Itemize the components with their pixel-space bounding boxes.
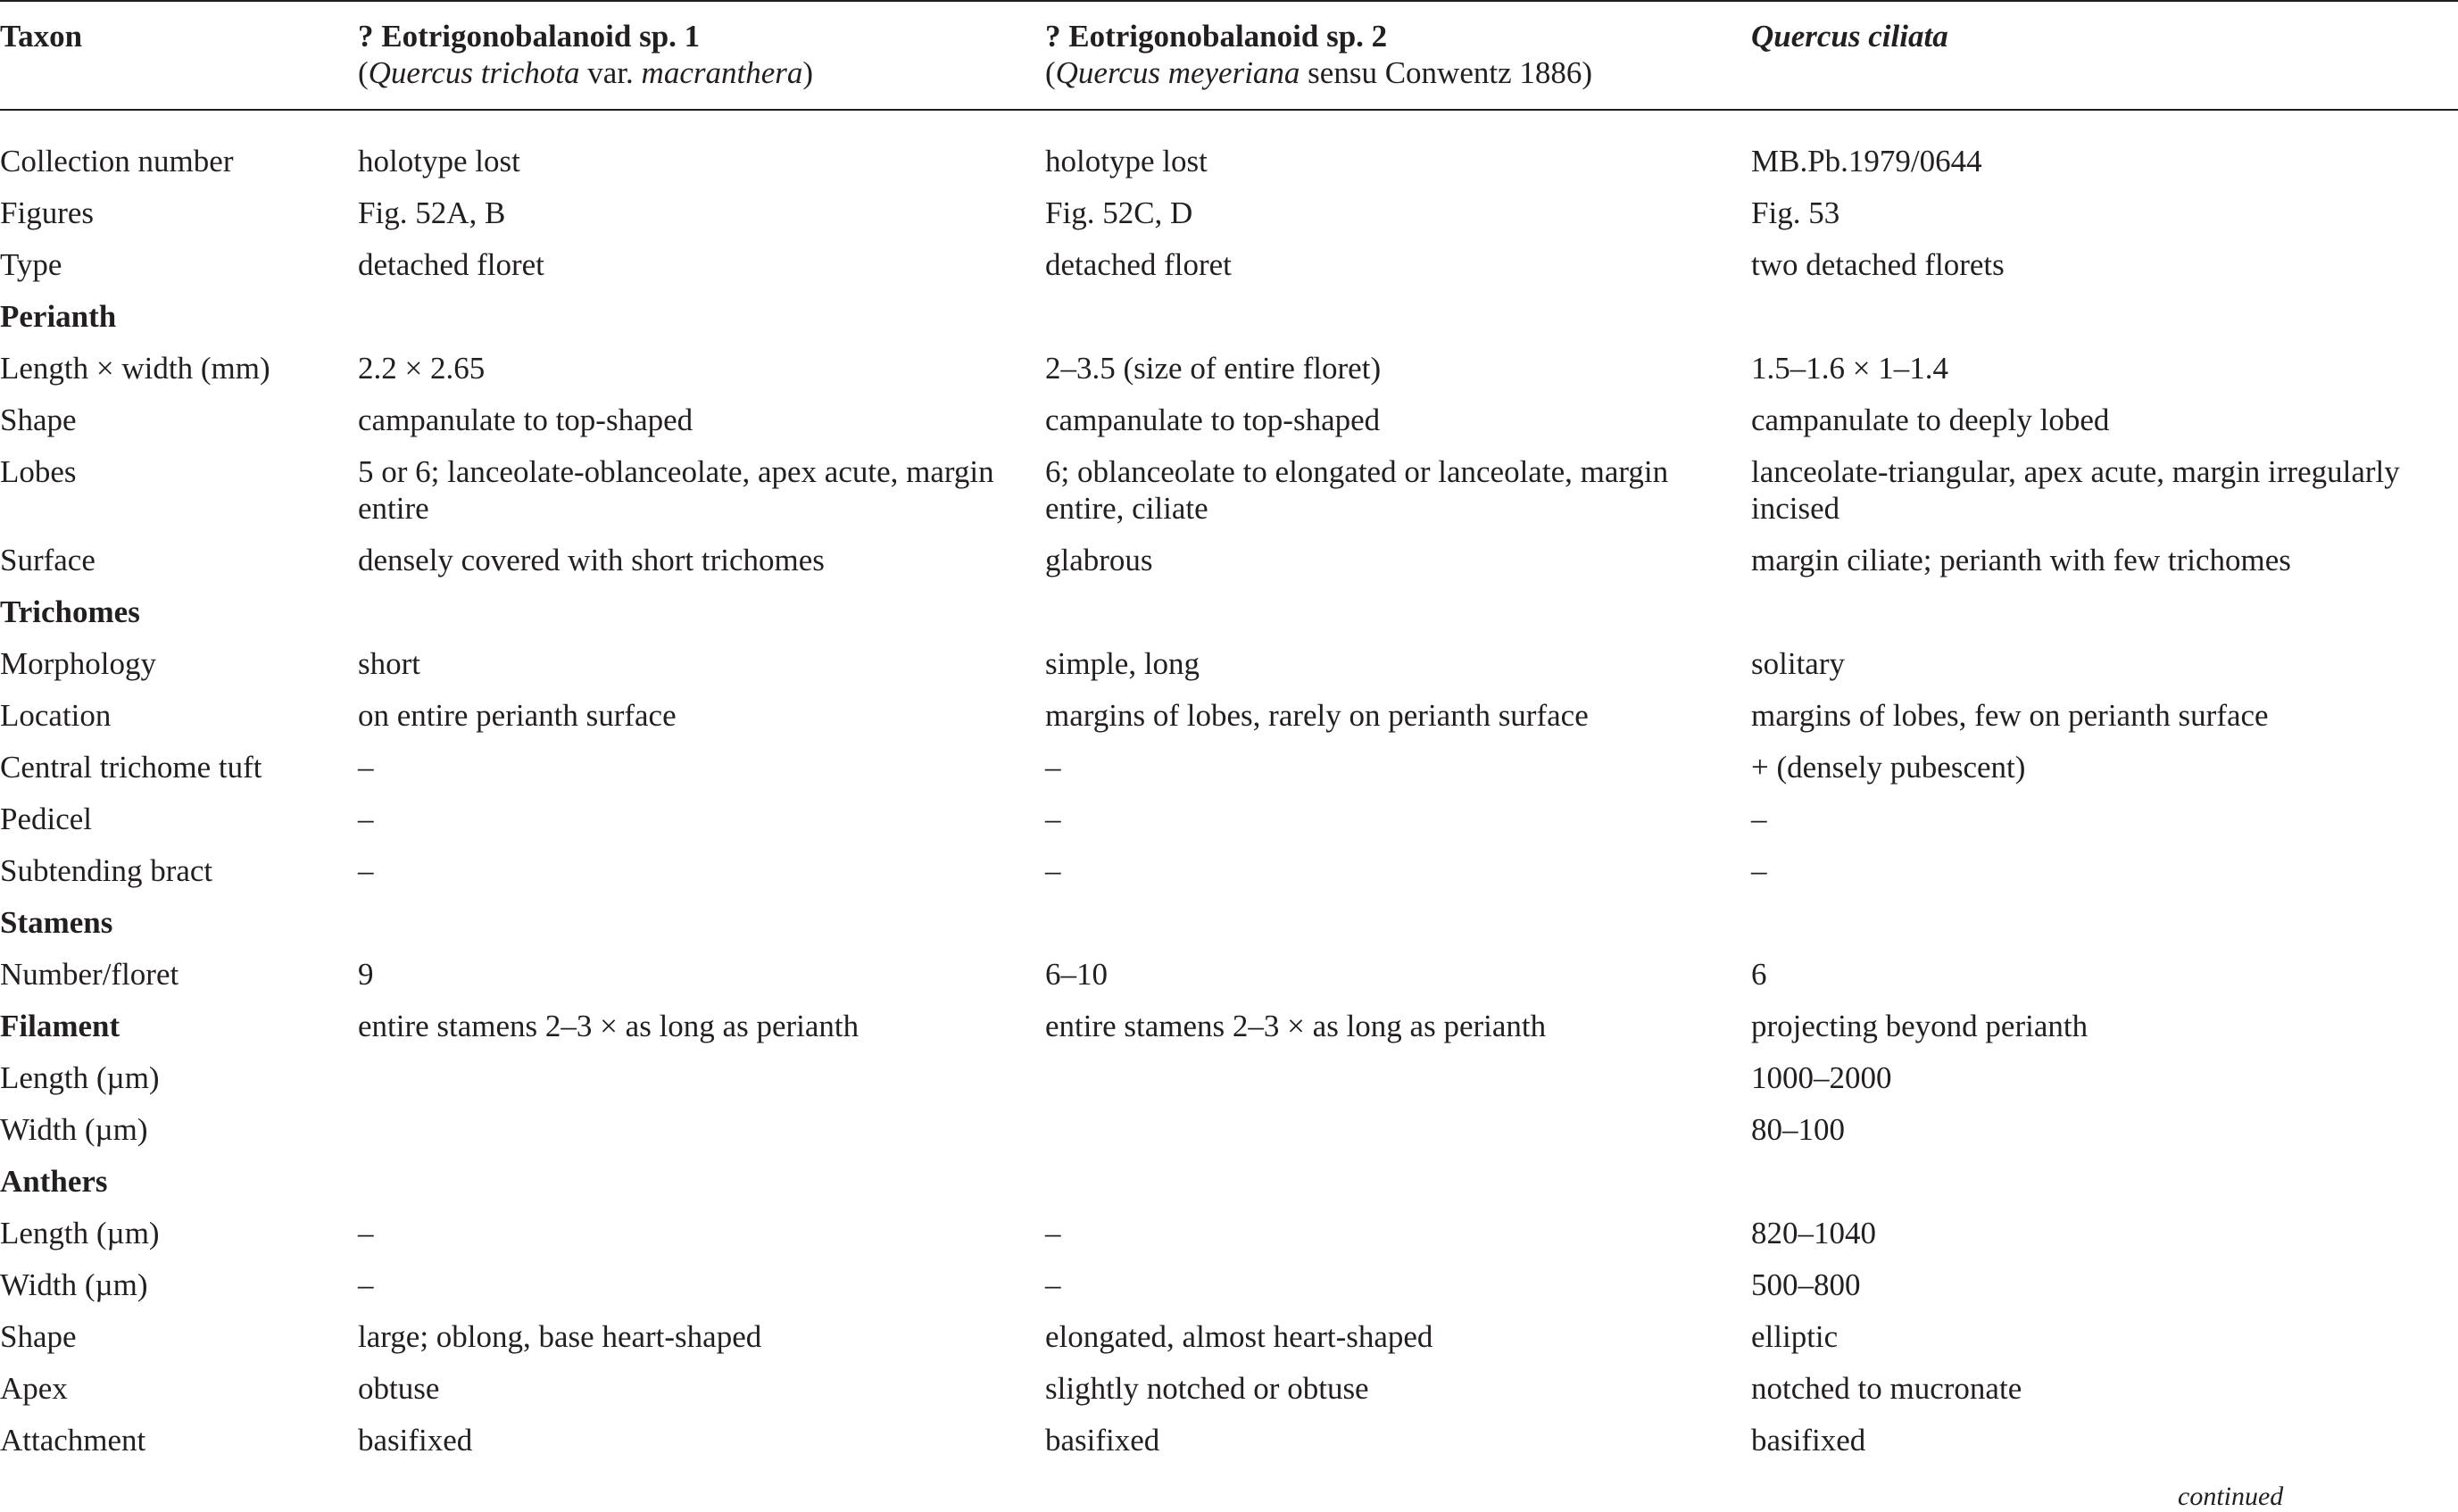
row-value-cell-1 [358,897,1045,949]
row-value-cell-1 [358,586,1045,638]
row-label: Attachment [0,1423,146,1458]
header-sp2-title: ? Eotrigonobalanoid sp. 2 [1045,19,1388,54]
header-taxon-label: Taxon [0,19,83,54]
row-value: slightly notched or obtuse [1045,1371,1369,1406]
row-label: Length (µm) [0,1216,160,1250]
row-label-cell [0,291,358,343]
row-value: simple, long [1045,646,1200,681]
row-value: – [1045,802,1061,836]
row-label-cell [0,638,358,690]
table-row [0,1052,2458,1104]
row-value-cell-3 [1751,1363,2458,1415]
row-label-cell [0,446,358,535]
row-value-cell-1 [358,742,1045,793]
row-label: Location [0,698,112,733]
row-label: Anthers [0,1164,108,1199]
row-value: 6–10 [1045,957,1108,992]
row-value: short [358,646,420,681]
row-value: – [358,802,374,836]
row-label: Pedicel [0,802,93,836]
row-value: 500–800 [1751,1267,1861,1302]
row-value-cell-2 [1045,1104,1751,1156]
row-value: basifixed [1751,1423,1866,1458]
row-value-cell-2 [1045,1208,1751,1259]
row-label: Width (µm) [0,1112,148,1147]
row-value-cell-3 [1751,110,2458,187]
row-label-cell [0,343,358,395]
row-value-cell-2 [1045,291,1751,343]
row-value-cell-2 [1045,535,1751,586]
row-value-cell-3 [1751,1156,2458,1208]
row-value-cell-2 [1045,897,1751,949]
row-value [1751,291,2458,343]
row-value-cell-2 [1045,239,1751,291]
row-value-cell-2 [1045,343,1751,395]
row-value: 2.2 × 2.65 [358,351,486,386]
row-value: Fig. 52A, B [358,195,506,230]
header-sp1 [358,1,1045,110]
row-value-cell-1 [358,187,1045,239]
row-value-cell-1 [358,690,1045,742]
row-value [1045,897,1751,949]
row-value: obtuse [358,1371,440,1406]
row-value-cell-1 [358,1104,1045,1156]
row-value-cell-3 [1751,845,2458,897]
continued-note: continued [2178,1482,2284,1511]
row-value-cell-3 [1751,1052,2458,1104]
row-value: large; oblong, base heart-shaped [358,1319,762,1354]
row-value: MB.Pb.1979/0644 [1751,144,1982,179]
table-row [0,1259,2458,1311]
row-value: glabrous [1045,543,1153,577]
row-value-cell-2 [1045,446,1751,535]
row-label: Width (µm) [0,1267,148,1302]
row-value: campanulate to top-shaped [1045,403,1381,437]
row-label: Length × width (mm) [0,351,270,386]
table-row [0,291,2458,343]
row-value-cell-1 [358,1156,1045,1208]
row-value-cell-1 [358,110,1045,187]
table-row [0,1001,2458,1052]
header-sp2-synonym: (Quercus meyeriana sensu Conwentz 1886) [1045,55,1593,90]
row-value: solitary [1751,646,1845,681]
row-value: Fig. 52C, D [1045,195,1193,230]
row-value-cell-2 [1045,1363,1751,1415]
table-row [0,1363,2458,1415]
table-row [0,742,2458,793]
row-value-cell-2 [1045,395,1751,446]
row-label-cell [0,1311,358,1363]
row-value-cell-1 [358,1311,1045,1363]
header-sp2-synonym-species: Quercus meyeriana [1055,55,1300,90]
row-value [358,1156,1045,1208]
row-value: 2–3.5 (size of entire floret) [1045,351,1382,386]
row-value-cell-3 [1751,586,2458,638]
row-value: – [1045,1216,1061,1250]
row-value-cell-1 [358,1001,1045,1052]
table-row [0,1104,2458,1156]
row-value-cell-3 [1751,343,2458,395]
row-value: campanulate to top-shaped [358,403,693,437]
table-row [0,1208,2458,1259]
row-value: – [358,750,374,785]
row-label: Number/floret [0,957,179,992]
table-row [0,239,2458,291]
row-value: holotype lost [358,144,520,179]
row-value [358,1052,1045,1104]
row-label-cell [0,690,358,742]
row-value: on entire perianth surface [358,698,677,733]
row-label: Filament [0,1009,120,1043]
row-value [1045,1156,1751,1208]
row-value-cell-1 [358,1363,1045,1415]
row-value: margins of lobes, few on perianth surface [1751,698,2269,733]
row-value-cell-2 [1045,110,1751,187]
row-value-cell-1 [358,1208,1045,1259]
row-label: Collection number [0,144,234,179]
row-value-cell-2 [1045,1311,1751,1363]
row-value [1045,1052,1751,1104]
row-value: 820–1040 [1751,1216,1876,1250]
row-label: Apex [0,1371,68,1406]
row-value: – [1751,853,1767,888]
header-sp1-synonym-genus: Quercus trichota [368,55,580,90]
row-value [358,586,1045,638]
row-value: basifixed [358,1423,473,1458]
table-row [0,1415,2458,1466]
row-value: detached floret [1045,247,1232,282]
row-value-cell-3 [1751,742,2458,793]
row-value-cell-1 [358,535,1045,586]
row-label: Morphology [0,646,156,681]
row-value-cell-2 [1045,1156,1751,1208]
row-value: holotype lost [1045,144,1208,179]
table-row [0,395,2458,446]
row-value [1045,291,1751,343]
table-row [0,110,2458,187]
row-value-cell-1 [358,395,1045,446]
row-label: Central trichome tuft [0,750,262,785]
row-value: projecting beyond perianth [1751,1009,2088,1043]
row-value-cell-3 [1751,239,2458,291]
row-value-cell-3 [1751,291,2458,343]
header-row [0,1,2458,110]
row-label-cell [0,1415,358,1466]
row-value-cell-1 [358,1259,1045,1311]
table-row [0,1156,2458,1208]
row-value-cell-3 [1751,1208,2458,1259]
row-value: two detached florets [1751,247,2005,282]
row-label-cell [0,1259,358,1311]
row-value-cell-3 [1751,1259,2458,1311]
row-value: 5 or 6; lanceolate-oblanceolate, apex acute, margin entire [358,454,994,526]
row-value: – [1751,802,1767,836]
row-value: 1.5–1.6 × 1–1.4 [1751,351,1948,386]
row-value [1045,586,1751,638]
table-row [0,1311,2458,1363]
row-value: lanceolate-triangular, apex acute, margin irregularly incised [1751,454,2400,526]
row-value: – [1045,853,1061,888]
row-value-cell-3 [1751,187,2458,239]
row-value-cell-1 [358,1415,1045,1466]
row-value: + (densely pubescent) [1751,750,2026,785]
row-label-cell [0,1363,358,1415]
row-value-cell-3 [1751,446,2458,535]
row-value: – [358,1267,374,1302]
row-value: 6 [1751,957,1767,992]
row-value [358,1104,1045,1156]
row-label: Trichomes [0,594,140,629]
row-value: – [1045,1267,1061,1302]
row-value-cell-3 [1751,395,2458,446]
table-row [0,343,2458,395]
row-value-cell-3 [1751,1311,2458,1363]
row-label-cell [0,1208,358,1259]
row-value: detached floret [358,247,544,282]
row-value [1751,897,2458,949]
header-sp2 [1045,1,1751,110]
row-value-cell-1 [358,845,1045,897]
row-label: Lobes [0,454,77,489]
row-value: entire stamens 2–3 × as long as perianth [358,1009,859,1043]
row-label-cell [0,1001,358,1052]
row-value-cell-3 [1751,897,2458,949]
table-row [0,845,2458,897]
row-label-cell [0,949,358,1001]
header-quercus-ciliata [1751,1,2458,110]
row-value-cell-3 [1751,1001,2458,1052]
table-row [0,793,2458,845]
row-value: campanulate to deeply lobed [1751,403,2110,437]
row-value-cell-2 [1045,690,1751,742]
table-row [0,897,2458,949]
row-value-cell-3 [1751,1415,2458,1466]
row-label-cell [0,187,358,239]
row-value: – [358,1216,374,1250]
header-sp1-synonym: (Quercus trichota var. macranthera) [358,55,814,90]
row-value-cell-2 [1045,638,1751,690]
table-row [0,690,2458,742]
row-value [358,291,1045,343]
table-row [0,187,2458,239]
row-label-cell [0,793,358,845]
row-value: entire stamens 2–3 × as long as perianth [1045,1009,1547,1043]
row-value-cell-1 [358,638,1045,690]
row-label: Perianth [0,299,117,334]
row-value: Fig. 53 [1751,195,1840,230]
row-value-cell-3 [1751,690,2458,742]
table-row [0,586,2458,638]
row-value-cell-1 [358,291,1045,343]
row-label: Subtending bract [0,853,213,888]
table-row [0,446,2458,535]
row-value-cell-3 [1751,949,2458,1001]
row-label-cell [0,239,358,291]
row-value-cell-2 [1045,586,1751,638]
row-value-cell-1 [358,793,1045,845]
header-quercus-ciliata-title: Quercus ciliata [1751,19,1948,54]
row-value: 6; oblanceolate to elongated or lanceolate, margin entire, ciliate [1045,454,1669,526]
row-value: elliptic [1751,1319,1839,1354]
row-value-cell-1 [358,343,1045,395]
row-value-cell-1 [358,949,1045,1001]
header-taxon [0,1,358,110]
row-label: Shape [0,403,77,437]
row-value-cell-2 [1045,793,1751,845]
row-value: 1000–2000 [1751,1060,1892,1095]
row-label-cell [0,742,358,793]
row-label-cell [0,1052,358,1104]
row-label-cell [0,845,358,897]
table-row [0,535,2458,586]
row-label-cell [0,535,358,586]
row-value: 80–100 [1751,1112,1845,1147]
row-label-cell [0,897,358,949]
row-value [358,897,1045,949]
row-value: basifixed [1045,1423,1160,1458]
table-row [0,638,2458,690]
row-value: – [358,853,374,888]
row-value-cell-2 [1045,1052,1751,1104]
header-sp1-synonym-variety: macranthera [641,55,803,90]
row-label-cell [0,1104,358,1156]
row-label: Figures [0,195,94,230]
row-value: margin ciliate; perianth with few trichomes [1751,543,2291,577]
row-value-cell-3 [1751,793,2458,845]
row-label: Surface [0,543,95,577]
row-label: Length (µm) [0,1060,160,1095]
row-label: Shape [0,1319,77,1354]
table-body [0,110,2458,1466]
row-label-cell [0,1156,358,1208]
row-value-cell-2 [1045,1415,1751,1466]
row-value [1751,586,2458,638]
row-label: Stamens [0,905,113,940]
header-sp1-title: ? Eotrigonobalanoid sp. 1 [358,19,701,54]
row-value-cell-2 [1045,1259,1751,1311]
row-value: elongated, almost heart-shaped [1045,1319,1433,1354]
row-value-cell-3 [1751,638,2458,690]
row-label-cell [0,586,358,638]
row-value-cell-2 [1045,187,1751,239]
row-label-cell [0,395,358,446]
row-value-cell-2 [1045,742,1751,793]
row-value: margins of lobes, rarely on perianth surface [1045,698,1589,733]
row-label: Type [0,247,62,282]
row-value [1751,1156,2458,1208]
row-value-cell-3 [1751,535,2458,586]
row-value [1045,1104,1751,1156]
row-value-cell-1 [358,446,1045,535]
row-value-cell-2 [1045,845,1751,897]
row-value-cell-1 [358,1052,1045,1104]
row-value-cell-2 [1045,949,1751,1001]
row-label-cell [0,110,358,187]
table-row [0,949,2458,1001]
row-value-cell-3 [1751,1104,2458,1156]
row-value-cell-1 [358,239,1045,291]
row-value-cell-2 [1045,1001,1751,1052]
row-value: notched to mucronate [1751,1371,2022,1406]
row-value: densely covered with short trichomes [358,543,825,577]
row-value: – [1045,750,1061,785]
row-value: 9 [358,957,374,992]
